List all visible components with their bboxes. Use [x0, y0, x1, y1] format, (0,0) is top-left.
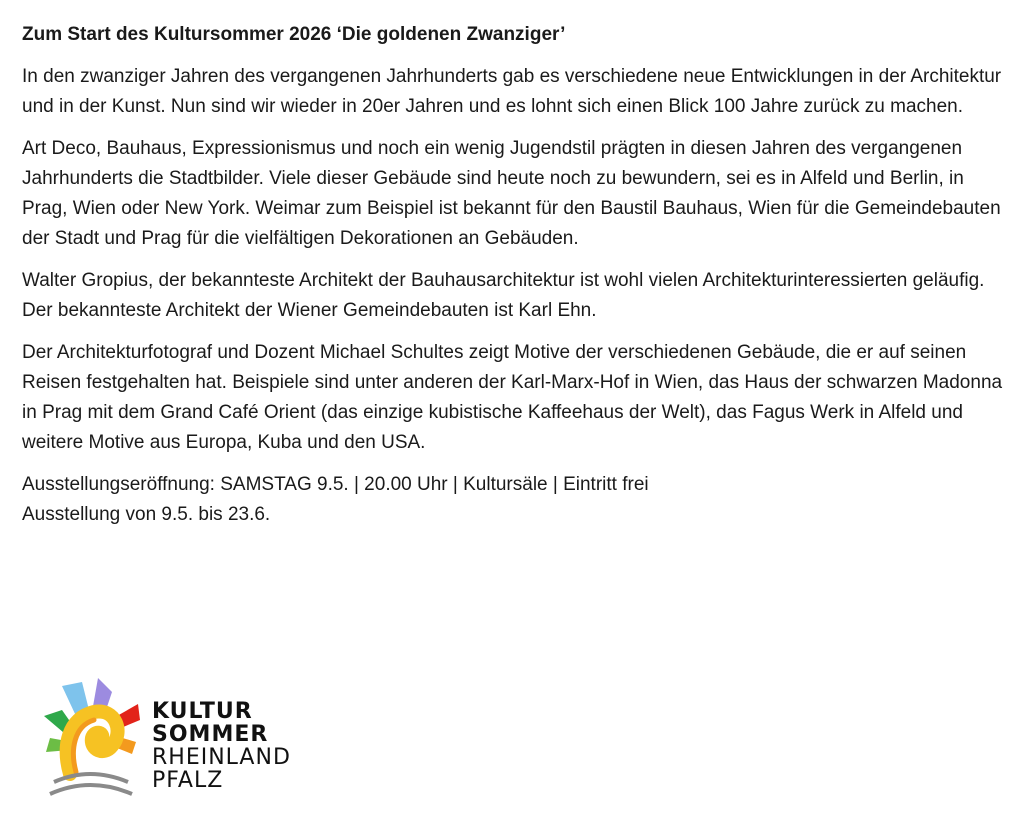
article: [22, 22, 1007, 530]
kultursommer-sun-icon: [40, 676, 150, 800]
paragraph-architects: Walter Gropius, der bekannteste Architekt der Bauhausarchitektur ist wohl vielen Architekturinteressierten geläufig. Der bekannteste Architekt der Wiener Gemeindebauten ist Karl Ehn.: [22, 270, 985, 321]
logo-text-sommer: SOMMER: [152, 722, 269, 747]
event-duration-line: Ausstellung von 9.5. bis 23.6.: [22, 504, 271, 525]
logo-text-rheinland: RHEINLAND: [152, 745, 291, 770]
logo-bridge-bottom: [50, 785, 132, 794]
logo-wordmark: [152, 700, 291, 792]
paragraph-photographer: Der Architekturfotograf und Dozent Michael Schultes zeigt Motive der verschiedenen Gebäude, die er auf seinen Reisen festgehalten hat. Beispiele sind unter anderen der Karl-Marx-Hof in Wien, das Haus der schwarzen Madonna in Prag mit dem Grand Café Orient (das einzige kubistische Kaffeehaus der Welt), das Fagus Werk in Alfeld und weitere Motive aus Europa, Kuba und den USA.: [22, 342, 1003, 453]
paragraph-styles: Art Deco, Bauhaus, Expressionismus und noch ein wenig Jugendstil prägten in diesen Jahren des vergangenen Jahrhunderts die Stadtbilder. Viele dieser Gebäude sind heute noch zu bewundern, sei es in Alfeld und Berlin, in Prag, Wien oder New York. Weimar zum Beispiel ist bekannt für den Baustil Bauhaus, Wien für die Gemeindebauten der Stadt und Prag für die vielfältigen Dekorationen an Gebäuden.: [22, 138, 1001, 249]
article-heading: Zum Start des Kultursommer 2026 ‘Die goldenen Zwanziger’: [22, 24, 566, 45]
kultursommer-logo: [40, 676, 300, 800]
event-opening-line: Ausstellungseröffnung: SAMSTAG 9.5. | 20.00 Uhr | Kultursäle | Eintritt frei: [22, 474, 649, 495]
paragraph-intro: In den zwanziger Jahren des vergangenen Jahrhunderts gab es verschiedene neue Entwicklungen in der Architektur und in der Kunst. Nun sind wir wieder in 20er Jahren und es lohnt sich einen Blick 100 Jahre zurück zu machen.: [22, 66, 1002, 117]
logo-text-kultur: KULTUR: [152, 699, 253, 724]
event-info: [22, 470, 1007, 530]
logo-text-pfalz: PFALZ: [152, 768, 224, 793]
